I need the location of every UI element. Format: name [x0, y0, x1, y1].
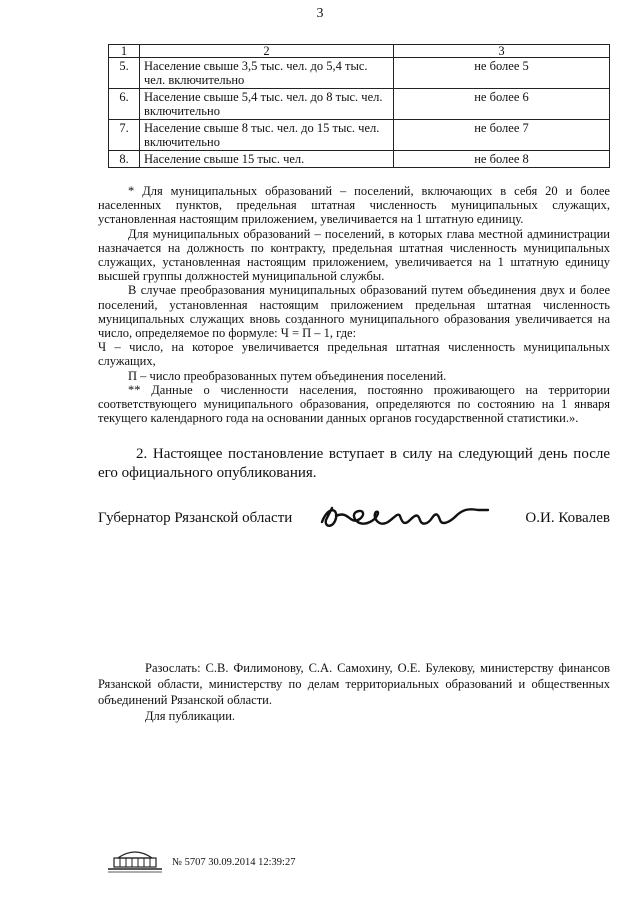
footnote-paragraph: П – число преобразованных путем объединения поселений.: [128, 368, 447, 383]
registry-stamp: № 5707 30.09.2014 12:39:27: [172, 857, 296, 868]
page-number: 3: [316, 6, 324, 21]
publication-note: Для публикации.: [145, 709, 236, 723]
row-value: не более 7: [394, 120, 610, 151]
table-row: [109, 58, 610, 89]
footnote-paragraph: * Для муниципальных образований – поселений, включающих в себя 20 и более населенных пунктов, предельная штатная численность муниципальных служащих, установленная настоящим приложением, увеличивается на 1 штатную единицу.: [98, 184, 610, 227]
row-description: Население свыше 15 тыс. чел.: [140, 151, 394, 168]
row-number: 5.: [109, 58, 140, 89]
distribution-block: [98, 660, 610, 724]
staff-limit-table: [108, 44, 610, 168]
footnote-paragraph: Для муниципальных образований – поселений, в которых глава местной администрации назначается на должность по контракту, предельная штатная численность муниципальных служащих, установленная настоящим приложением, увеличивается на 1 штатную единицу высшей группы должностей муниципальной службы.: [98, 226, 610, 284]
footnote-paragraph: ** Данные о численности населения, постоянно проживающего на территории соответствующего муниципального образования, определяются по состоянию на 1 января текущего календарного года на основании данных органов государственной статистики.».: [98, 382, 610, 426]
table-header-cell: 2: [140, 45, 394, 58]
registry-logo-icon: [104, 848, 166, 879]
table-header-cell: 3: [394, 45, 610, 58]
row-description: Население свыше 8 тыс. чел. до 15 тыс. чел. включительно: [140, 120, 394, 151]
row-number: 6.: [109, 89, 140, 120]
table-row: [109, 89, 610, 120]
row-value: не более 5: [394, 58, 610, 89]
footnotes-block: [98, 184, 610, 425]
footnote-paragraph: В случае преобразования муниципальных образований путем объединения двух и более поселений, установленная настоящим приложением предельная штатная численность муниципальных служащих вновь созданного муниципального образования увеличивается на число, определяемое по формуле: Ч = П – 1, где:: [98, 283, 610, 341]
footnote-paragraph: Ч – число, на которое увеличивается предельная штатная численность муниципальных служащих,: [98, 340, 610, 369]
distribution-list: Разослать: С.В. Филимонову, С.А. Самохину, О.Е. Булекову, министерству финансов Рязанской области, министерству по делам территориальных образований и общественных объединений Рязанской области.: [98, 661, 610, 707]
signature-image: [318, 498, 493, 543]
governor-title: Губернатор Рязанской области: [98, 510, 293, 526]
row-number: 7.: [109, 120, 140, 151]
effective-date-paragraph: 2. Настоящее постановление вступает в силу на следующий день после его официального опубликования.: [98, 446, 610, 481]
table-header-cell: 1: [109, 45, 140, 58]
row-value: не более 8: [394, 151, 610, 168]
table-header-row: [109, 45, 610, 58]
table-row: [109, 120, 610, 151]
row-description: Население свыше 5,4 тыс. чел. до 8 тыс. чел. включительно: [140, 89, 394, 120]
row-description: Население свыше 3,5 тыс. чел. до 5,4 тыс. чел. включительно: [140, 58, 394, 89]
governor-name: О.И. Ковалев: [525, 510, 610, 526]
row-number: 8.: [109, 151, 140, 168]
table-row: [109, 151, 610, 168]
row-value: не более 6: [394, 89, 610, 120]
